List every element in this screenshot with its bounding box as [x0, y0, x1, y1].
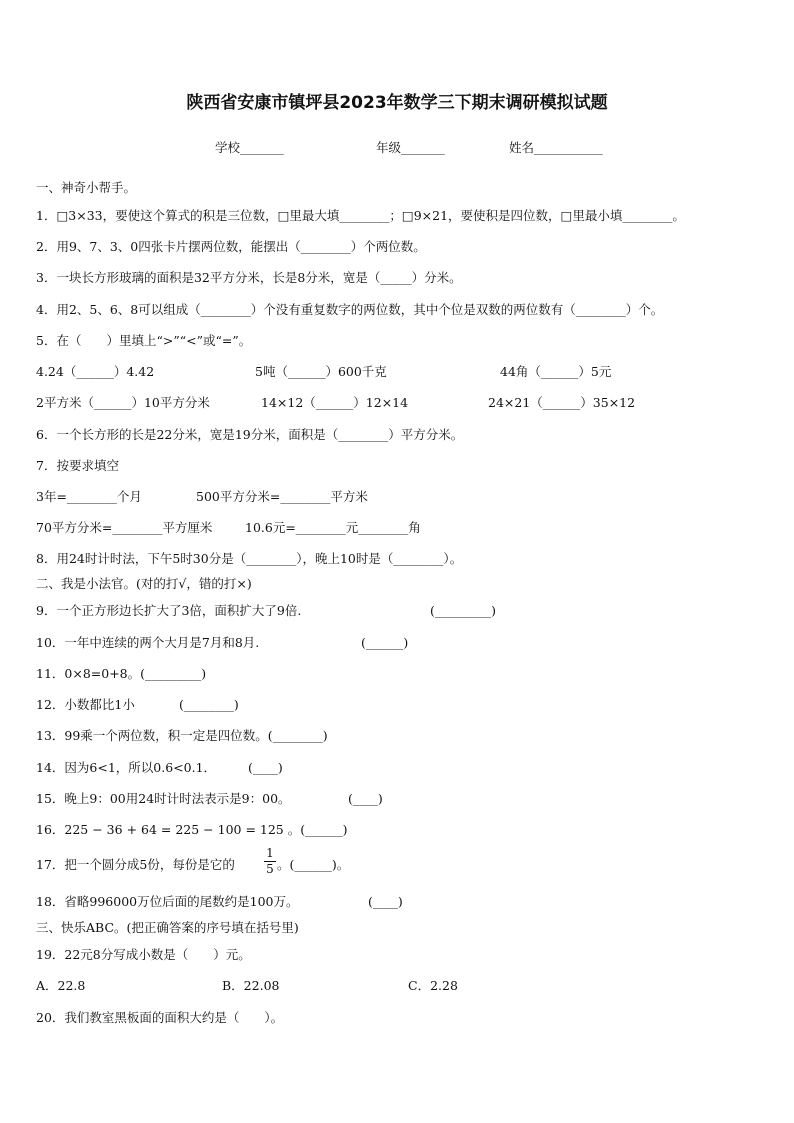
- question-9: 9．一个正方形边长扩大了3倍，面积扩大了9倍.: [36, 603, 302, 618]
- question-15: 15．晚上9：00用24时计时法表示是9：00。: [36, 791, 291, 806]
- question-7-item-d: 10.6元=________元________角: [245, 520, 421, 535]
- question-20: 20．我们教室黑板面的面积大约是（ ）。: [36, 1010, 284, 1025]
- question-5-item-e: 14×12（______）12×14: [261, 395, 409, 410]
- question-19-option-c: C．2.28: [408, 978, 458, 993]
- question-5-item-b: 5吨（______）600千克: [255, 364, 387, 379]
- question-11: 11．0×8=0+8。(_________): [36, 666, 207, 681]
- question-5: 5．在（ ）里填上“>”“<”或“=”。: [36, 333, 252, 348]
- grade-field: 年级_______: [376, 140, 445, 155]
- question-17: 17．把一个圆分成5份，每份是它的: [36, 857, 235, 872]
- question-19: 19．22元8分写成小数是（ ）元。: [36, 947, 251, 962]
- question-15-answer-blank: (____): [348, 791, 383, 806]
- question-2: 2．用9、7、3、0四张卡片摆两位数，能摆出（________）个两位数。: [36, 239, 426, 254]
- question-16: 16．225 − 36 + 64 = 225 − 100 = 125 。(______): [36, 822, 348, 837]
- question-5-item-c: 44角（______）5元: [500, 364, 612, 379]
- name-field: 姓名___________: [509, 140, 603, 155]
- question-3: 3．一块长方形玻璃的面积是32平方分米，长是8分米，宽是（_____）分米。: [36, 270, 462, 285]
- fraction-numerator: 1: [266, 846, 274, 860]
- question-7-item-b: 500平方分米=________平方米: [196, 489, 368, 504]
- section-1-heading: 一、神奇小帮手。: [36, 180, 137, 195]
- question-7-item-a: 3年=________个月: [36, 489, 142, 504]
- section-3-heading: 三、快乐ABC。(把正确答案的序号填在括号里): [36, 920, 299, 935]
- question-5-item-d: 2平方米（______）10平方分米: [36, 395, 210, 410]
- fraction-denominator: 5: [266, 862, 274, 876]
- question-12: 12．小数都比1小: [36, 697, 135, 712]
- question-6: 6．一个长方形的长是22分米，宽是19分米，面积是（________）平方分米。: [36, 427, 464, 442]
- question-14-answer-blank: (____): [248, 760, 283, 775]
- question-10-answer-blank: (______): [361, 635, 409, 650]
- school-field: 学校_______: [215, 140, 284, 155]
- question-14: 14．因为6<1，所以0.6<0.1．: [36, 760, 217, 775]
- question-17-answer-blank: 。(______)。: [277, 857, 350, 872]
- page-title: 陕西省安康市镇坪县2023年数学三下期末调研模拟试题: [186, 93, 608, 113]
- question-9-answer-blank: (_________): [430, 603, 497, 618]
- question-13: 13．99乘一个两位数，积一定是四位数。(________): [36, 728, 328, 743]
- question-5-item-a: 4.24（______）4.42: [36, 364, 155, 379]
- question-7-item-c: 70平方分米=________平方厘米: [36, 520, 213, 535]
- fraction-one-fifth: [264, 847, 276, 876]
- question-10: 10．一年中连续的两个大月是7月和8月.: [36, 635, 260, 650]
- question-19-option-a: A．22.8: [36, 978, 86, 993]
- question-12-answer-blank: (________): [179, 697, 239, 712]
- question-8: 8．用24时计时法，下午5时30分是（________），晚上10时是（________）。: [36, 551, 463, 566]
- question-18: 18．省略996000万位后面的尾数约是100万。: [36, 894, 299, 909]
- question-19-option-b: B．22.08: [222, 978, 280, 993]
- section-2-heading: 二、我是小法官。(对的打√，错的打×): [36, 576, 252, 591]
- question-7: 7．按要求填空: [36, 458, 119, 473]
- question-1: 1．□3×33，要使这个算式的积是三位数，□里最大填________；□9×21，要使积是四位数，□里最小填________。: [36, 208, 685, 223]
- question-4: 4．用2、5、6、8可以组成（________）个没有重复数字的两位数，其中个位是双数的两位数有（________）个。: [36, 302, 664, 317]
- question-18-answer-blank: (____): [368, 894, 403, 909]
- question-5-item-f: 24×21（______）35×12: [488, 395, 636, 410]
